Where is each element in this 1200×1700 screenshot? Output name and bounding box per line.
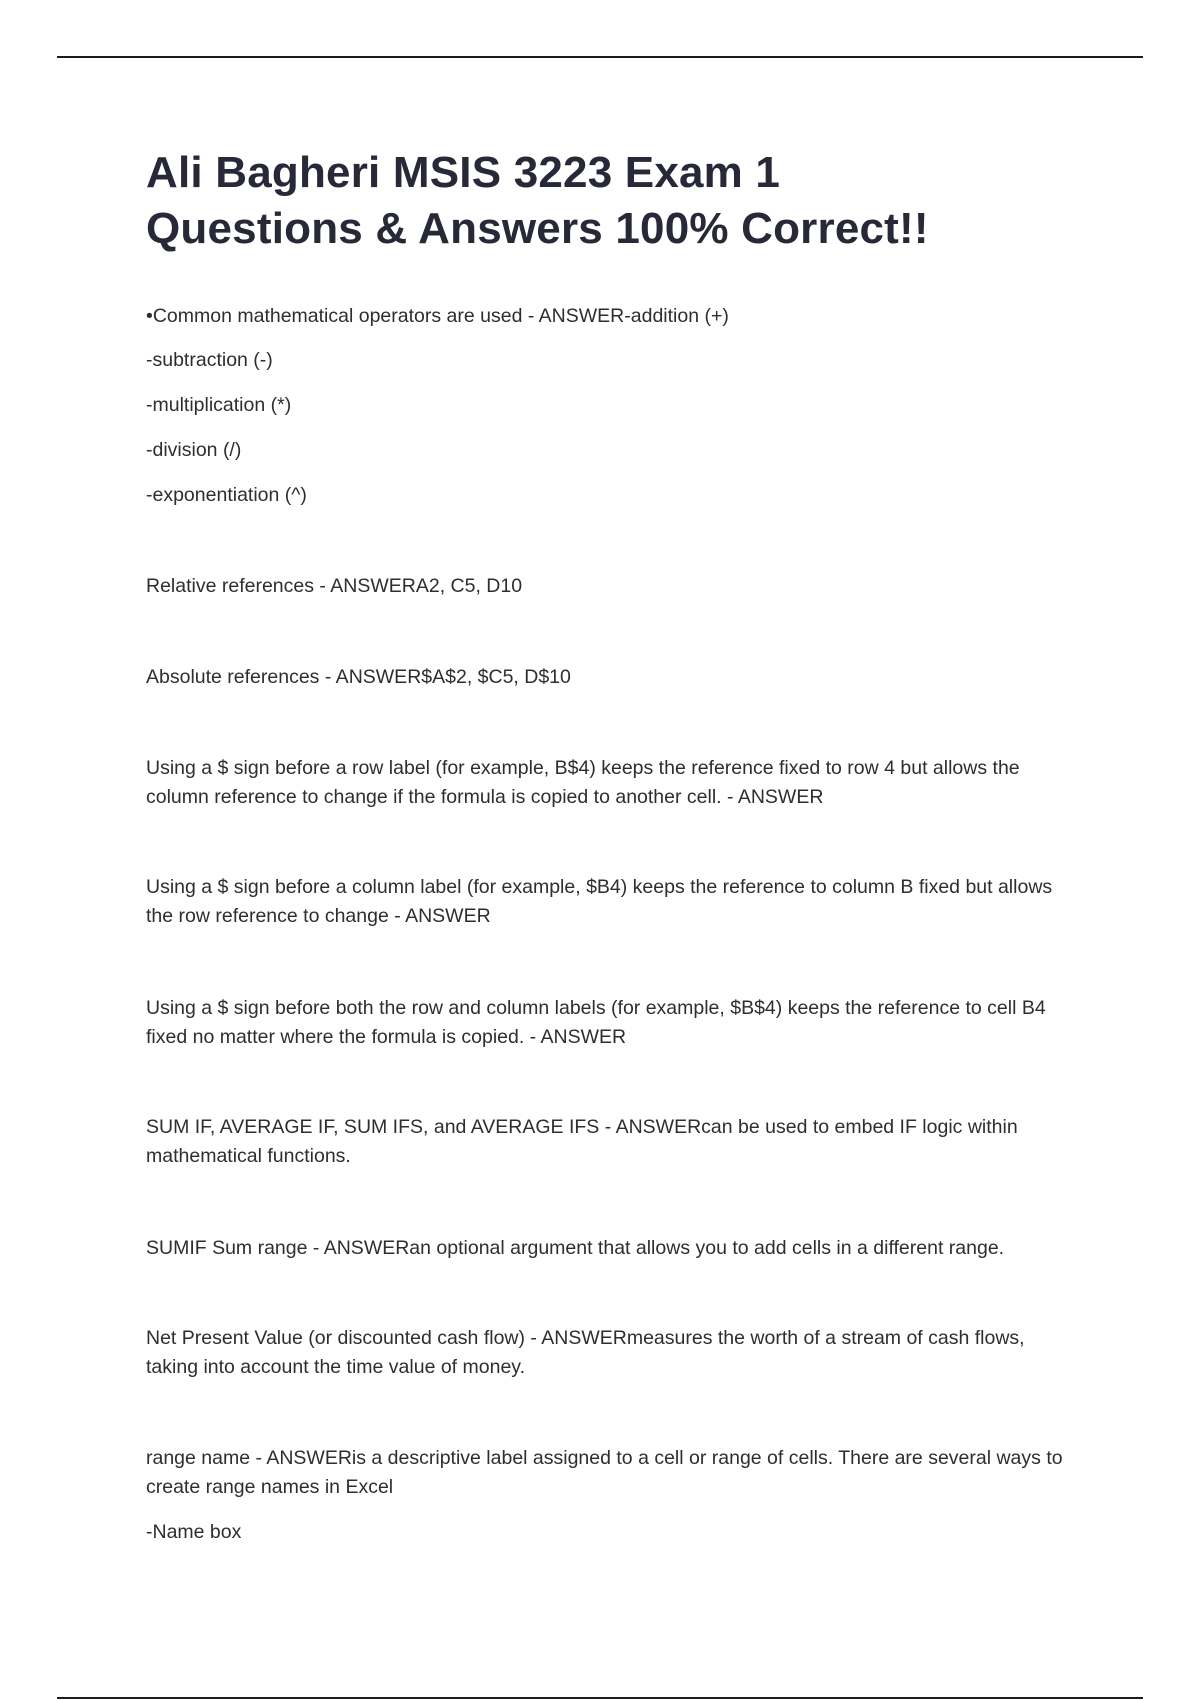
qa-entry-sumif-functions: SUM IF, AVERAGE IF, SUM IFS, and AVERAGE IFS - ANSWERcan be used to embed IF logic within mathematical functions. [146, 1116, 1018, 1167]
bottom-rule [57, 1697, 1143, 1699]
qa-subline-multiplication: -multiplication (*) [146, 394, 292, 416]
qa-entry-sumif-sum-range: SUMIF Sum range - ANSWERan optional argument that allows you to add cells in a different range. [146, 1237, 1005, 1259]
qa-subline-exponentiation: -exponentiation (^) [146, 484, 307, 506]
qa-entry-net-present-value: Net Present Value (or discounted cash flow) - ANSWERmeasures the worth of a stream of cash flows, taking into account the time value of money. [146, 1327, 1025, 1378]
qa-subline-subtraction: -subtraction (-) [146, 349, 273, 371]
title-line-1: Ali Bagheri MSIS 3223 Exam 1 [146, 148, 781, 197]
document-body [146, 145, 1066, 1543]
qa-entry-column-label: Using a $ sign before a column label (for example, $B4) keeps the reference to column B fixed but allows the row reference to change - ANSWER [146, 876, 1053, 927]
top-rule [57, 56, 1143, 58]
document-title [146, 145, 1066, 257]
qa-entry-row-and-column: Using a $ sign before both the row and column labels (for example, $B$4) keeps the reference to cell B4 fixed no matter where the formula is copied. - ANSWER [146, 997, 1046, 1048]
qa-entry-range-name: range name - ANSWERis a descriptive label assigned to a cell or range of cells. There are several ways to create range names in Excel [146, 1447, 1063, 1498]
qa-subline-name-box: -Name box [146, 1521, 242, 1543]
qa-entry-absolute-references: Absolute references - ANSWER$A$2, $C5, D$10 [146, 666, 571, 688]
title-line-2: Questions & Answers 100% Correct!! [146, 204, 929, 253]
qa-entry-row-label: Using a $ sign before a row label (for example, B$4) keeps the reference fixed to row 4 but allows the column reference to change if the formula is copied to another cell. - ANSWER [146, 757, 1020, 808]
qa-entry-operators: •Common mathematical operators are used - ANSWER-addition (+) [146, 305, 729, 327]
qa-subline-division: -division (/) [146, 439, 242, 461]
qa-entry-relative-references: Relative references - ANSWERA2, C5, D10 [146, 575, 523, 597]
